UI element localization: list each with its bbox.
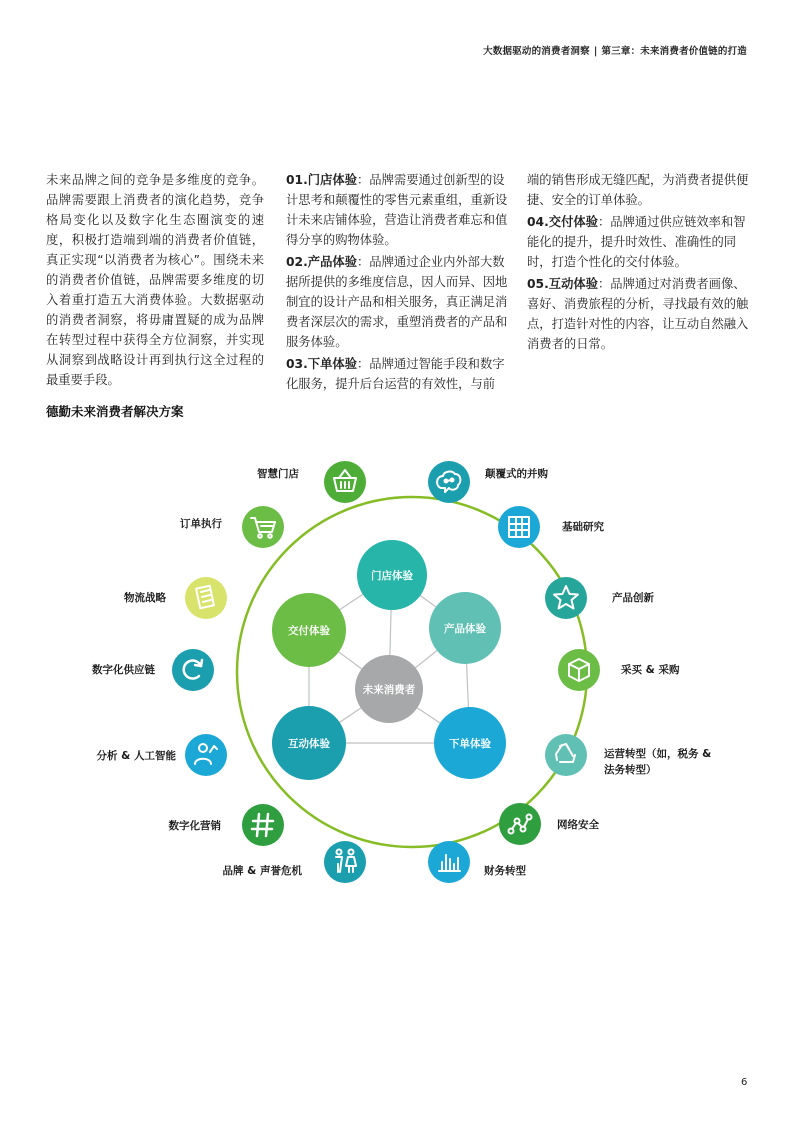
operations-transformation-node (545, 734, 587, 776)
label-cybersecurity: 网络安全 (557, 819, 599, 831)
logistics-strategy-node (185, 577, 227, 619)
label-disruptive-mna: 颠覆式的并购 (485, 468, 548, 480)
item-number: 05. (527, 277, 549, 291)
item-number: 01. (286, 173, 308, 187)
center-consumer-label: 未来消费者 (362, 684, 416, 696)
header-separator: | (593, 46, 598, 57)
item-title: 门店体验 (307, 173, 357, 187)
label-purchasing: 采买 & 采购 (621, 664, 680, 676)
label-order-execution: 订单执行 (180, 518, 222, 530)
analytics-ai-node (185, 734, 227, 776)
item-text: ：品牌通过企业内外部大数据所提供的多维度信息，因人而异、因地制宜的设计产品和相关服务，真正满足消费者深层次的需求，重塑消费者的产品和服务体验。 (286, 255, 508, 349)
item-title: 下单体验 (307, 357, 357, 371)
store-experience-label: 门店体验 (371, 570, 413, 582)
label-logistics-strategy: 物流战略 (124, 592, 166, 604)
item-text: ：品牌通过对消费者画像、喜好、消费旅程的分析，寻找最有效的触点，打造针对性的内容，让互动自然融入消费者的日常。 (527, 277, 749, 351)
product-experience-label: 产品体验 (444, 623, 486, 635)
order-experience-label: 下单体验 (449, 738, 491, 750)
interaction-experience-label: 互动体验 (288, 738, 330, 750)
label-operations-transformation-line2: 法务转型） (604, 764, 657, 776)
item-title: 互动体验 (548, 277, 598, 291)
item-text: ：品牌需要通过创新型的设计思考和颠覆性的零售元素重组，重新设计未来店铺体验，营造让消费者难忘和值得分享的购物体验。 (286, 173, 508, 247)
item-title: 产品体验 (307, 255, 357, 269)
disruptive-mna-node (428, 461, 470, 503)
item-number: 04. (527, 215, 549, 229)
brand-reputation-node (324, 841, 366, 883)
page-number: 6 (741, 1077, 748, 1088)
header-title: 大数据驱动的消费者洞察 (483, 46, 590, 57)
label-digital-marketing: 数字化营销 (168, 820, 221, 832)
label-basic-research: 基础研究 (562, 521, 604, 533)
item-text: ：品牌通过供应链效率和智能化的提升，提升时效性、准确性的同时，打造个性化的交付体验。 (527, 215, 746, 269)
digital-marketing-node (242, 804, 284, 846)
experience-item-order-continued: 端的销售形成无缝匹配，为消费者提供便捷、安全的订单体验。 (527, 173, 749, 207)
section-title: 德勤未来消费者解决方案 (46, 404, 184, 419)
label-brand-reputation: 品牌 & 声誉危机 (222, 865, 302, 877)
delivery-experience-label: 交付体验 (288, 625, 330, 637)
item-text: ：品牌通过智能手段和数字化服务，提升后台运营的有效性，与前 (286, 357, 505, 391)
digital-supply-chain-node (172, 649, 214, 691)
label-product-innovation: 产品创新 (612, 592, 654, 604)
item-number: 03. (286, 357, 308, 371)
item-title: 交付体验 (548, 215, 598, 229)
product-innovation-node (545, 577, 587, 619)
basic-research-node (498, 506, 540, 548)
item-number: 02. (286, 255, 308, 269)
header-chapter: 第三章：未来消费者价值链的打造 (601, 46, 747, 57)
label-smart-store: 智慧门店 (257, 468, 299, 480)
label-analytics-ai: 分析 & 人工智能 (96, 750, 176, 762)
inner-circles (272, 540, 506, 780)
label-finance-transformation: 财务转型 (484, 865, 526, 877)
label-digital-supply-chain: 数字化供应链 (92, 664, 155, 676)
label-operations-transformation: 运营转型（如，税务 & (604, 748, 712, 760)
intro-paragraph: 未来品牌之间的竞争是多维度的竞争。品牌需要跟上消费者的演化趋势，竞争格局变化以及数字化生态圈演变的速度，积极打造端到端的消费者价值链，真正实现“以消费者为核心”。围绕未来的消费者价值链，品牌需要多维度的切入着重打造五大消费体验。大数据驱动的消费者洞察，将毋庸置疑的成为品牌在转型过程中获得全方位洞察，并实现从洞察到战略设计再到执行这全过程的最重要手段。 (46, 173, 264, 387)
